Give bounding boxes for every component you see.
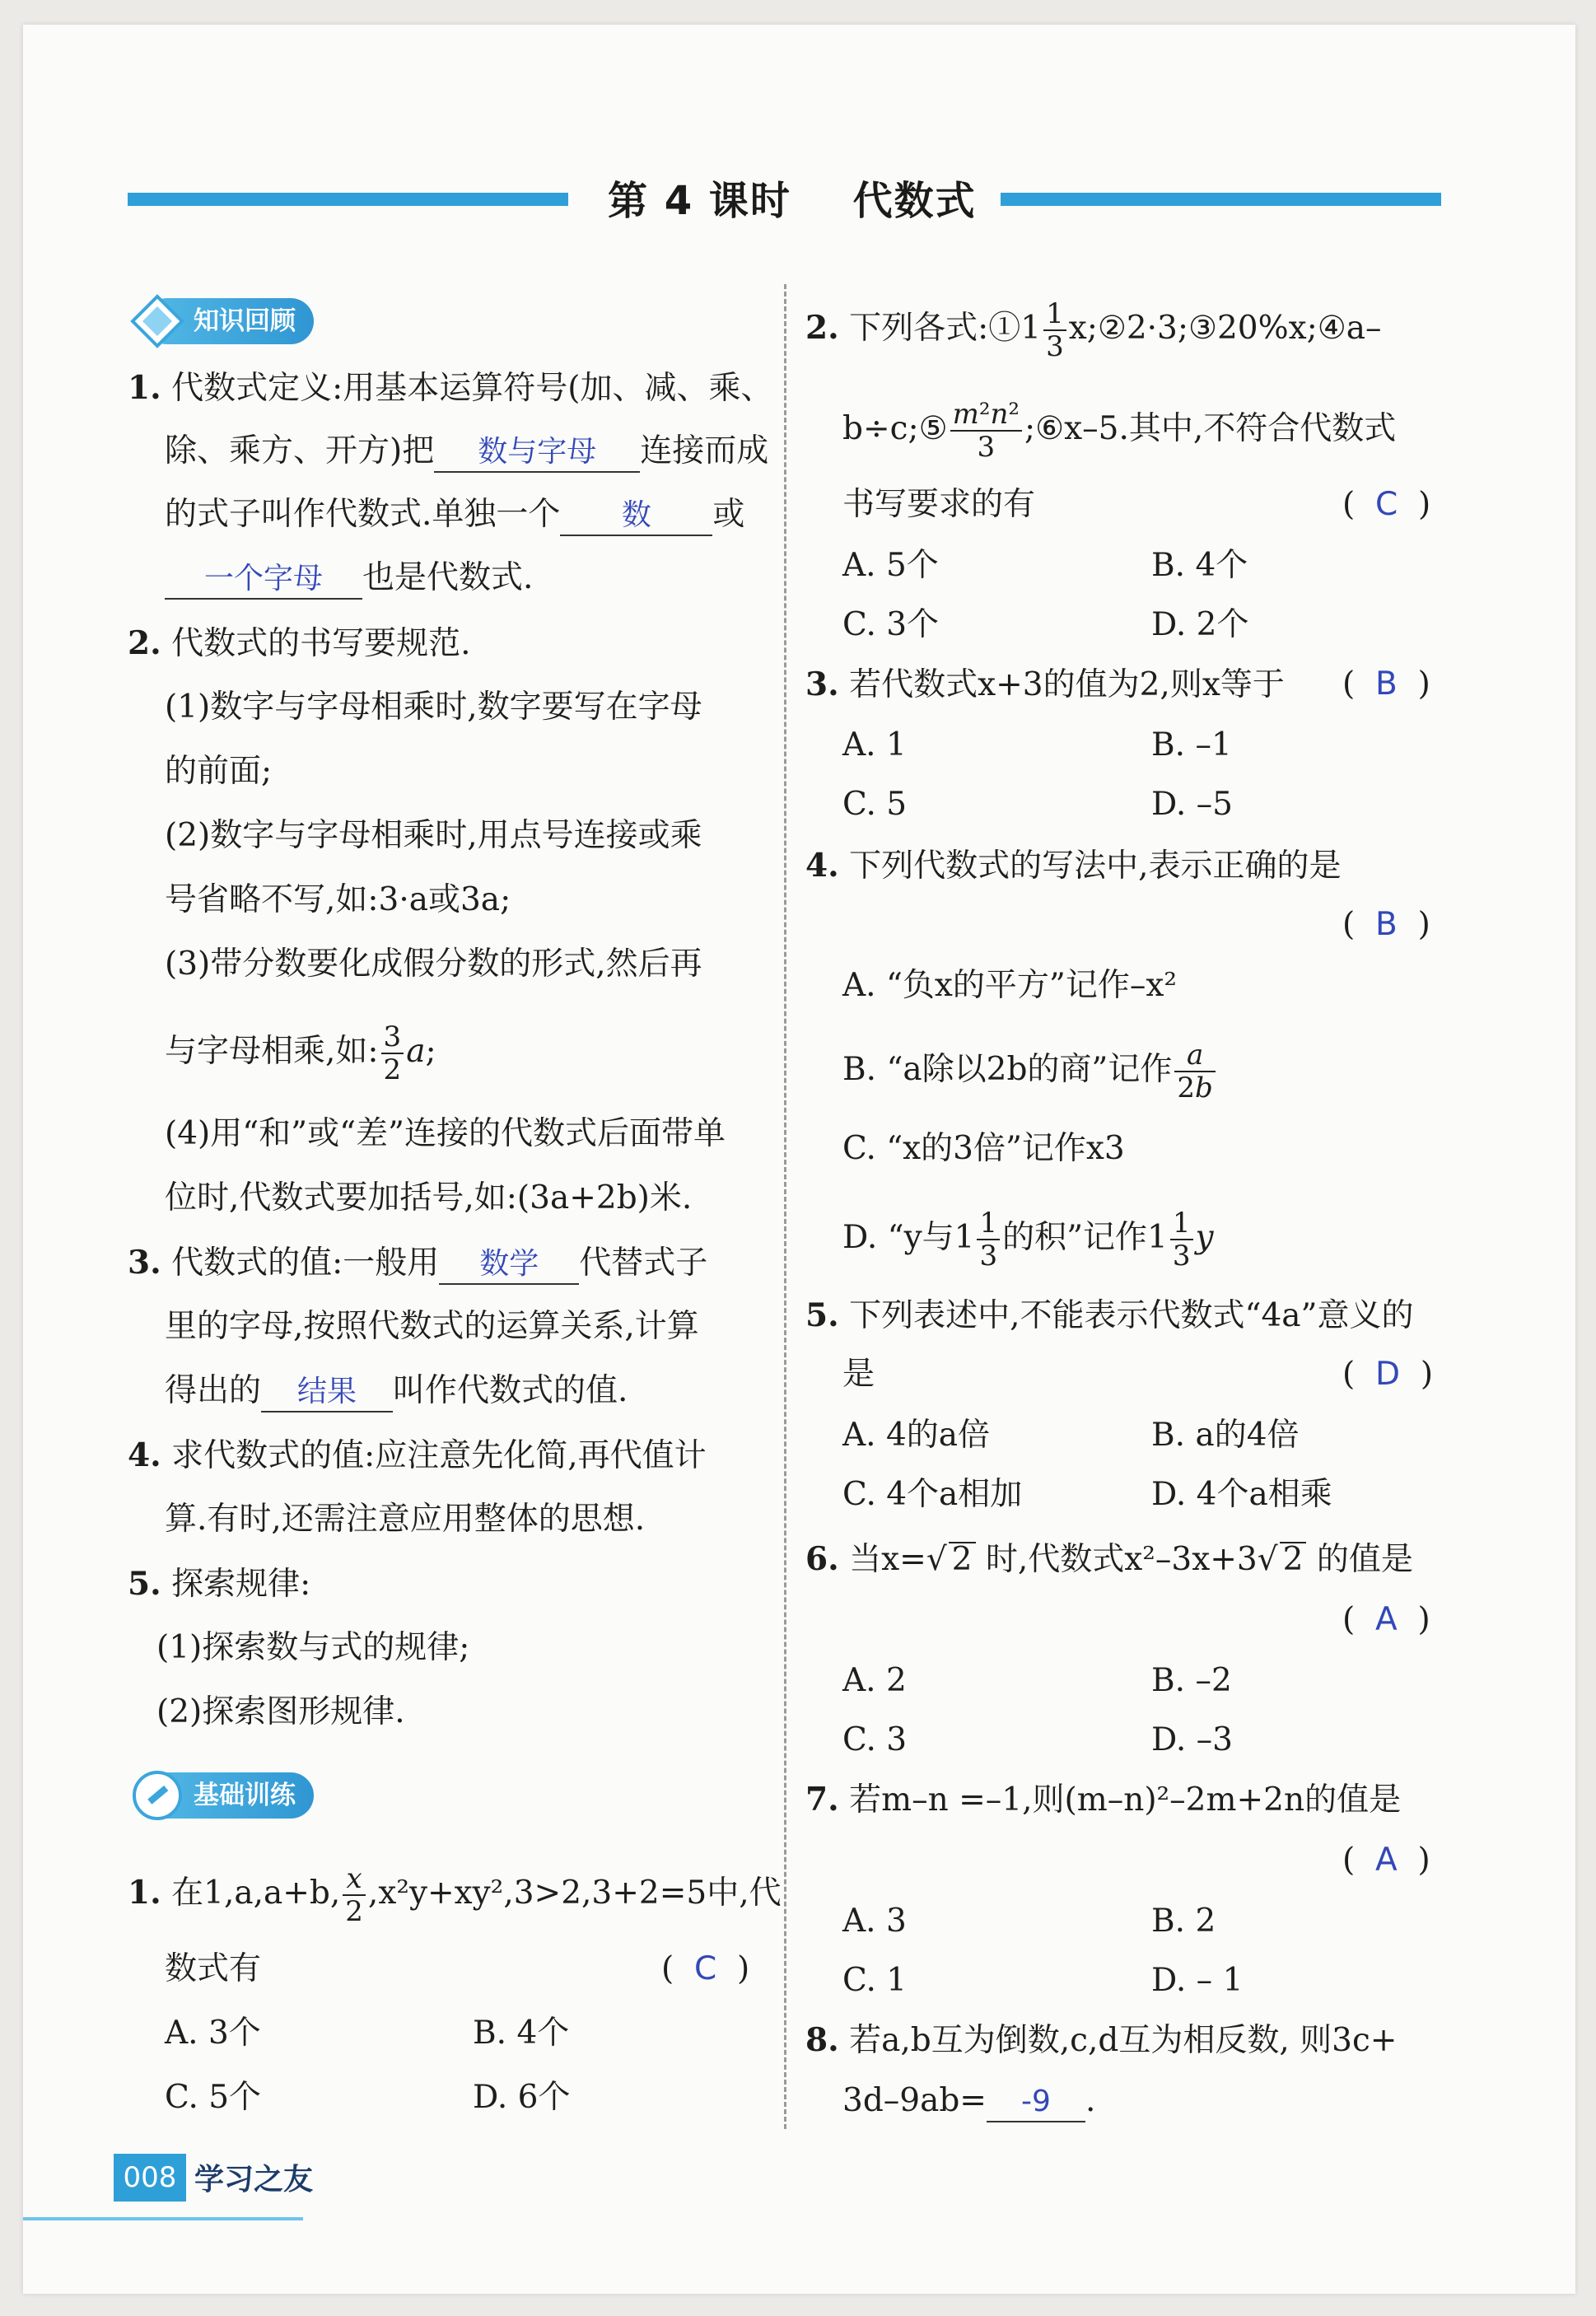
right-q3-option-d: D. –5: [1151, 786, 1233, 823]
review-q2-3b: 与字母相乘,如: $\frac{3}{2}$ a;: [165, 1020, 436, 1086]
page-number: 008: [114, 2154, 186, 2202]
review-q2-2b: 号省略不写,如:3·a或3a;: [165, 881, 511, 918]
section-badge-training: [144, 1772, 314, 1819]
review-q2-1a: (1)数字与字母相乘时,数字要写在字母: [165, 689, 702, 726]
right-q3-answer: ( B ): [1342, 665, 1430, 703]
column-divider: [784, 284, 786, 2129]
right-q4-option-c: C. “x的3倍”记作x3: [842, 1130, 1125, 1167]
fraction-a-2b: $\frac{a}{2b}$: [1174, 1039, 1215, 1104]
right-q2-answer: ( C ): [1342, 486, 1431, 523]
fraction-x-2: $\frac{x}{2}$: [343, 1863, 366, 1927]
review-q3-line3: 得出的 结果 叫作代数式的值.: [165, 1370, 628, 1412]
fraction-1-3-b: $\frac{1}{3}$: [977, 1207, 1000, 1272]
right-q6-answer: ( A ): [1342, 1601, 1430, 1638]
blank-q1-1: 数与字母: [434, 433, 640, 473]
section-badge-review: [144, 298, 314, 344]
right-q3-option-c: C. 5: [842, 786, 908, 823]
review-q1-line3: 的式子叫作代数式.单独一个 数 或: [165, 494, 744, 536]
review-q2-line1: 2. 代数式的书写要规范.: [128, 624, 471, 662]
right-q6-option-c: C. 3: [842, 1721, 908, 1758]
right-q8-line2: 3d–9ab= -9 .: [842, 2080, 1095, 2122]
fraction-3-2: $\frac{3}{2}$: [381, 1021, 404, 1086]
diamond-icon: [129, 293, 185, 349]
right-q6-option-a: A. 2: [842, 1662, 907, 1699]
review-q2-1b: 的前面;: [165, 753, 273, 790]
right-q2-option-a: A. 5个: [842, 547, 939, 584]
review-q5-line1: 5. 探索规律:: [128, 1565, 311, 1603]
right-q7-option-d: D. – 1: [1151, 1962, 1244, 1999]
right-q2-option-b: B. 4个: [1151, 547, 1248, 584]
right-q2-option-c: C. 3个: [842, 606, 940, 643]
review-q2-3a: (3)带分数要化成假分数的形式,然后再: [165, 946, 702, 983]
right-q6-line1: 6. 当x=√ 2 时,代数式x²–3x+3√ 2 的值是: [805, 1540, 1413, 1578]
training-q1-line1: 1. 在1,a,a+b, $\frac{x}{2}$ ,x²y+xy²,3>2,3+2=5中,代: [128, 1862, 782, 1928]
right-q7-option-b: B. 2: [1151, 1903, 1216, 1940]
right-q4-option-a: A. “负x的平方”记作–x²: [842, 967, 1177, 1004]
page-title: 第 4 课时 代数式: [608, 178, 977, 224]
footer-line: [23, 2217, 303, 2220]
right-q7-answer: ( A ): [1342, 1842, 1430, 1879]
right-q6-option-d: D. –3: [1151, 1721, 1233, 1758]
right-q5-line1: 5. 下列表述中,不能表示代数式“4a”意义的: [805, 1296, 1414, 1334]
blank-q3-2: 结果: [261, 1373, 393, 1412]
training-q1-option-d: D. 6个: [473, 2079, 571, 2116]
fraction-1-3-a: $\frac{1}{3}$: [1043, 298, 1066, 362]
review-q5-2: (2)探索图形规律.: [156, 1693, 405, 1730]
fraction-m2n2-3: $\frac{\text{m²n²}}{3}$: [950, 399, 1022, 463]
section-badge-training-label: 基础训练: [194, 1781, 296, 1810]
right-q3-line1: 3. 若代数式x+3的值为2,则x等于: [805, 665, 1285, 703]
blank-q1-3: 一个字母: [165, 560, 362, 600]
right-q5-line2: 是: [842, 1356, 875, 1393]
right-q4-option-b: B. “a除以2b的商”记作 $\frac{a}{2b}$: [842, 1039, 1218, 1104]
blank-q1-2: 数: [560, 497, 712, 536]
review-q2-4a: (4)用“和”或“差”连接的代数式后面带单: [165, 1115, 726, 1152]
section-badge-review-label: 知识回顾: [194, 306, 296, 336]
blank-q8: -9: [987, 2083, 1085, 2122]
training-q1-option-b: B. 4个: [473, 2015, 570, 2052]
right-q7-option-a: A. 3: [842, 1903, 907, 1940]
pencil-circle-icon: [129, 1767, 185, 1823]
right-q4-answer: ( B ): [1342, 906, 1430, 943]
review-q2-2a: (2)数字与字母相乘时,用点号连接或乘: [165, 817, 702, 854]
right-q6-option-b: B. –2: [1151, 1662, 1232, 1699]
right-q2-option-d: D. 2个: [1151, 606, 1249, 643]
training-q1-option-c: C. 5个: [165, 2079, 262, 2116]
right-q5-option-b: B. a的4倍: [1151, 1417, 1300, 1454]
right-q7-line1: 7. 若m–n =–1,则(m–n)²–2m+2n的值是: [805, 1781, 1402, 1819]
right-q4-option-d: D. “y与1 $\frac{1}{3}$ 的积”记作1 $\frac{1}{3}$ y: [842, 1207, 1214, 1272]
right-q5-option-a: A. 4的a倍: [842, 1417, 991, 1454]
right-q5-option-d: D. 4个a相乘: [1151, 1476, 1332, 1513]
right-q2-line3: 书写要求的有: [842, 486, 1036, 523]
review-q4-line2: 算.有时,还需注意应用整体的思想.: [165, 1501, 646, 1538]
review-q1-line2: 除、乘方、开方)把 数与字母 连接而成: [165, 431, 768, 473]
review-q4-line1: 4. 求代数式的值:应注意先化简,再代值计: [128, 1436, 707, 1474]
right-q5-option-c: C. 4个a相加: [842, 1476, 1023, 1513]
training-q1-line2: 数式有: [165, 1950, 262, 1987]
right-q3-option-b: B. –1: [1151, 726, 1232, 763]
review-q1-line4: 一个字母 也是代数式.: [165, 558, 533, 600]
review-q1-line1: 1. 代数式定义:用基本运算符号(加、减、乘、: [128, 369, 773, 407]
review-q2-4b: 位时,代数式要加括号,如:(3a+2b)米.: [165, 1179, 693, 1216]
book-name: 学习之友: [194, 2162, 314, 2197]
right-q5-answer: ( D ): [1342, 1356, 1434, 1393]
title-bar-left: [128, 193, 568, 206]
review-q3-line1: 3. 代数式的值:一般用 数学 代替式子: [128, 1242, 707, 1285]
review-q5-1: (1)探索数与式的规律;: [156, 1629, 470, 1666]
review-q3-line2: 里的字母,按照代数式的运算关系,计算: [165, 1308, 699, 1345]
right-q2-line1: 2. 下列各式:①1 $\frac{1}{3}$ x;②2·3;③20%x;④a–: [805, 297, 1382, 363]
right-q7-option-c: C. 1: [842, 1962, 908, 1999]
blank-q3-1: 数学: [439, 1245, 579, 1285]
title-bar-right: [1001, 193, 1441, 206]
right-q4-line1: 4. 下列代数式的写法中,表示正确的是: [805, 847, 1342, 885]
right-q3-option-a: A. 1: [842, 726, 907, 763]
right-q2-line2: b÷c;⑤ $\frac{\text{m²n²}}{3}$ ;⑥x–5.其中,不符合代数式: [842, 398, 1397, 464]
training-q1-answer: ( C ): [661, 1950, 750, 1987]
fraction-1-3-c: $\frac{1}{3}$: [1170, 1207, 1193, 1272]
right-q8-line1: 8. 若a,b互为倒数,c,d互为相反数, 则3c+: [805, 2021, 1398, 2059]
training-q1-option-a: A. 3个: [165, 2015, 261, 2052]
